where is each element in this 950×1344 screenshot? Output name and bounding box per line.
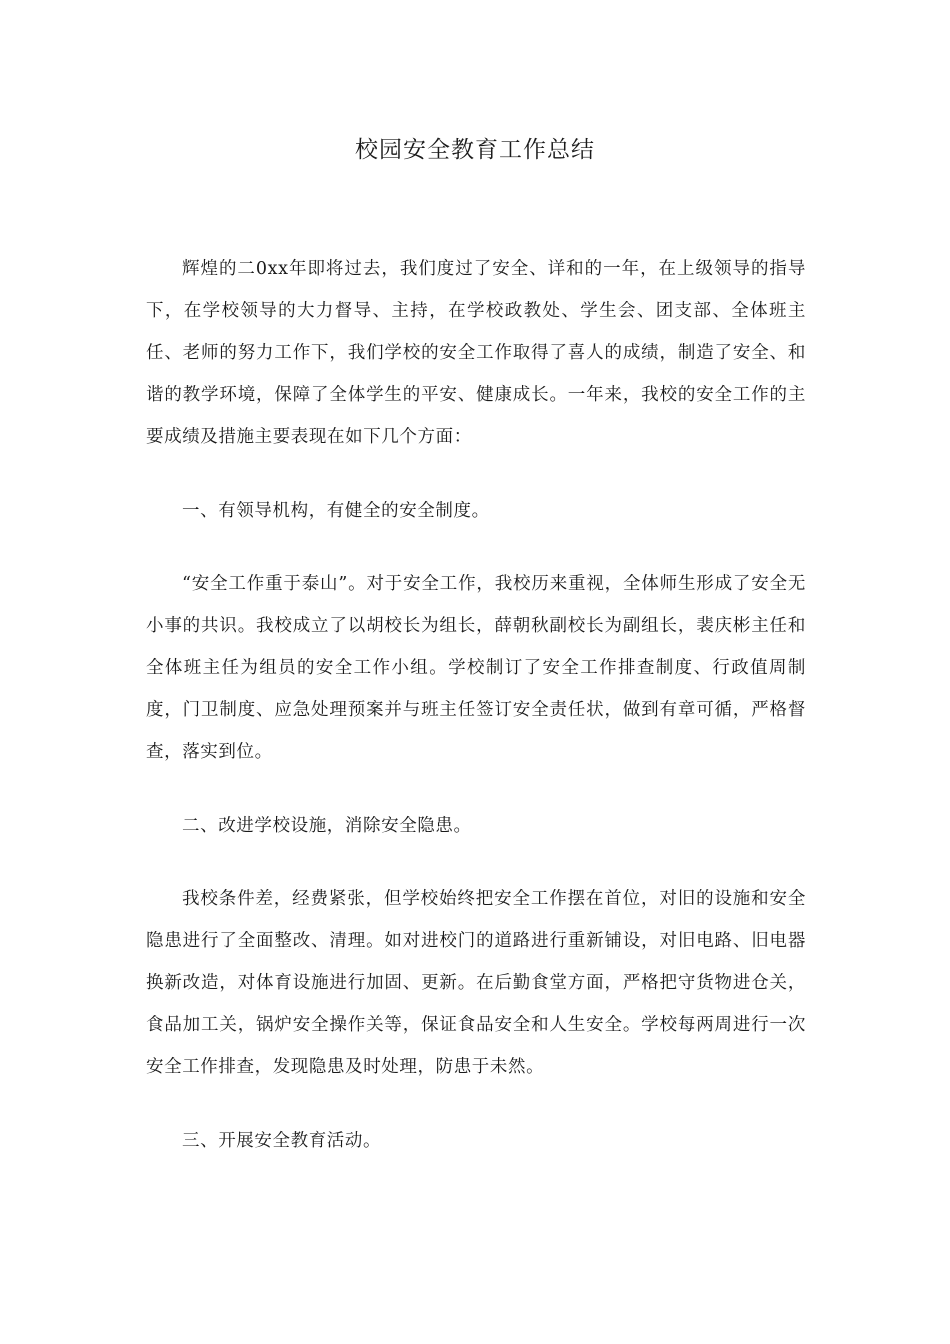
section-heading-3: 三、开展安全教育活动。 bbox=[182, 1131, 382, 1151]
intro-paragraph: 辉煌的二0xx年即将过去，我们度过了安全、详和的一年，在上级领导的指导下，在学校领导的大力督导、主持，在学校政教处、学生会、团支部、全体班主任、老师的努力工作下，我们学校的安全工作取得了喜人的成绩，制造了安全、和谐的教学环境，保障了全体学生的平安、健康成长。一年来，我校的安全工作的主要成绩及措施主要表现在如下几个方面： bbox=[146, 259, 806, 447]
section-heading-1: 一、有领导机构，有健全的安全制度。 bbox=[182, 501, 490, 521]
section-body-2: 我校条件差，经费紧张，但学校始终把安全工作摆在首位，对旧的设施和安全隐患进行了全面整改、清理。如对进校门的道路进行重新铺设，对旧电路、旧电器换新改造，对体育设施进行加固、更新。在后勤食堂方面，严格把守货物进仓关，食品加工关，锅炉安全操作关等，保证食品安全和人生安全。学校每两周进行一次安全工作排查，发现隐患及时处理，防患于未然。 bbox=[146, 889, 806, 1077]
section-heading-2: 二、改进学校设施，消除安全隐患。 bbox=[182, 816, 472, 836]
section-body-1: “安全工作重于泰山”。对于安全工作，我校历来重视，全体师生形成了安全无小事的共识。我校成立了以胡校长为组长，薛朝秋副校长为副组长，裴庆彬主任和全体班主任为组员的安全工作小组。学校制订了安全工作排查制度、行政值周制度，门卫制度、应急处理预案并与班主任签订安全责任状，做到有章可循，严格督查，落实到位。 bbox=[146, 574, 806, 762]
document-title: 校园安全教育工作总结 bbox=[355, 137, 595, 163]
